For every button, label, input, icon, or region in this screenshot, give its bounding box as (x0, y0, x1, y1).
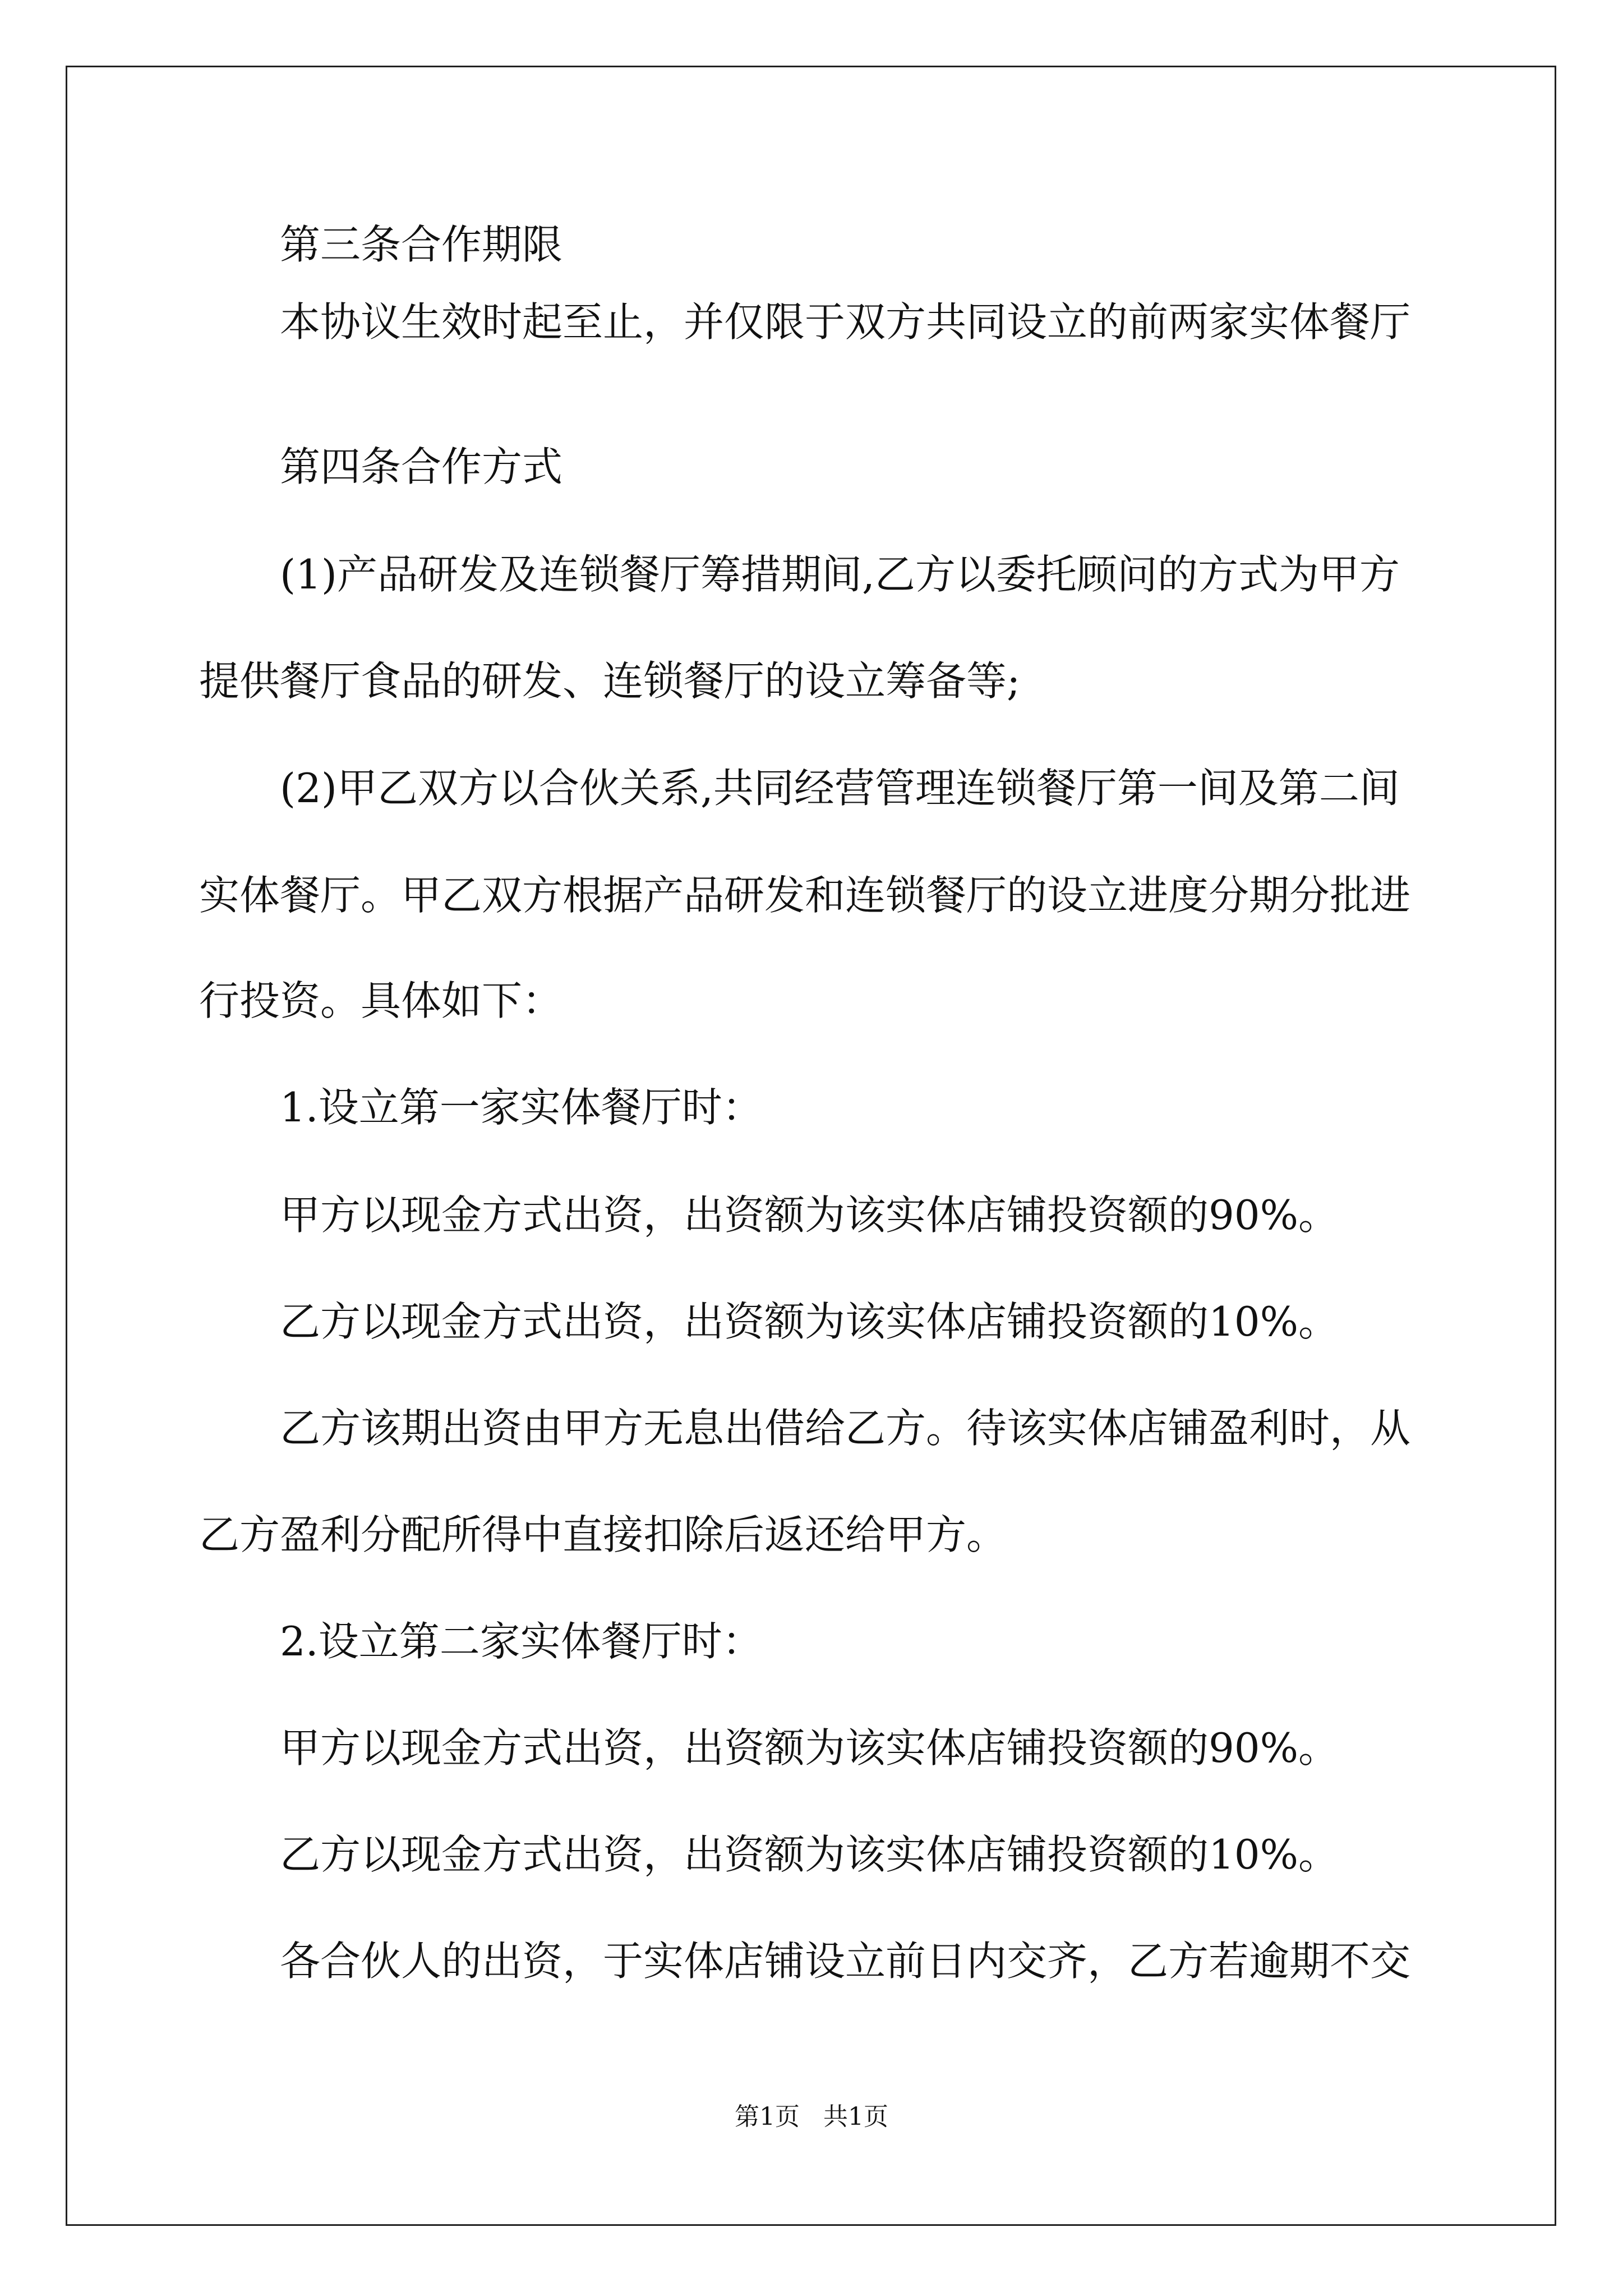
paragraph-first-party-a-contribution: 甲方以现金方式出资，出资额为该实体店铺投资额的90%。 (280, 1191, 1339, 1239)
paragraph-first-restaurant-heading: 1.设立第一家实体餐厅时： (280, 1084, 763, 1131)
page-number-footer: 第1页 共1页 (735, 2102, 888, 2131)
paragraph-article-3-heading: 第三条合作期限 (280, 221, 563, 268)
paragraph-contribution-deadline: 各合伙人的出资，于实体店铺设立前日内交齐，乙方若逾期不交 (280, 1938, 1411, 1985)
paragraph-loan-line-1: 乙方该期出资由甲方无息出借给乙方。待该实体店铺盈利时，从 (280, 1405, 1411, 1452)
page-border (66, 66, 1556, 2226)
paragraph-article-4-heading: 第四条合作方式 (280, 443, 563, 490)
paragraph-first-party-b-contribution: 乙方以现金方式出资，出资额为该实体店铺投资额的10%。 (280, 1298, 1339, 1345)
paragraph-second-party-b-contribution: 乙方以现金方式出资，出资额为该实体店铺投资额的10%。 (280, 1831, 1339, 1878)
paragraph-item-1-line-1: (1)产品研发及连锁餐厅筹措期间,乙方以委托顾问的方式为甲方 (280, 551, 1400, 598)
paragraph-second-restaurant-heading: 2.设立第二家实体餐厅时： (280, 1618, 763, 1665)
paragraph-item-1-line-2: 提供餐厅食品的研发、连锁餐厅的设立筹备等; (199, 657, 1021, 705)
paragraph-second-party-a-contribution: 甲方以现金方式出资，出资额为该实体店铺投资额的90%。 (280, 1724, 1339, 1772)
paragraph-item-2-line-3: 行投资。具体如下： (199, 977, 563, 1024)
paragraph-item-2-line-1: (2)甲乙双方以合伙关系,共同经营管理连锁餐厅第一间及第二间 (280, 765, 1400, 812)
paragraph-term-text: 本协议生效时起至止，并仅限于双方共同设立的前两家实体餐厅 (280, 298, 1411, 346)
paragraph-loan-line-2: 乙方盈利分配所得中直接扣除后返还给甲方。 (199, 1511, 1007, 1558)
paragraph-item-2-line-2: 实体餐厅。甲乙双方根据产品研发和连锁餐厅的设立进度分期分批进 (199, 872, 1411, 919)
